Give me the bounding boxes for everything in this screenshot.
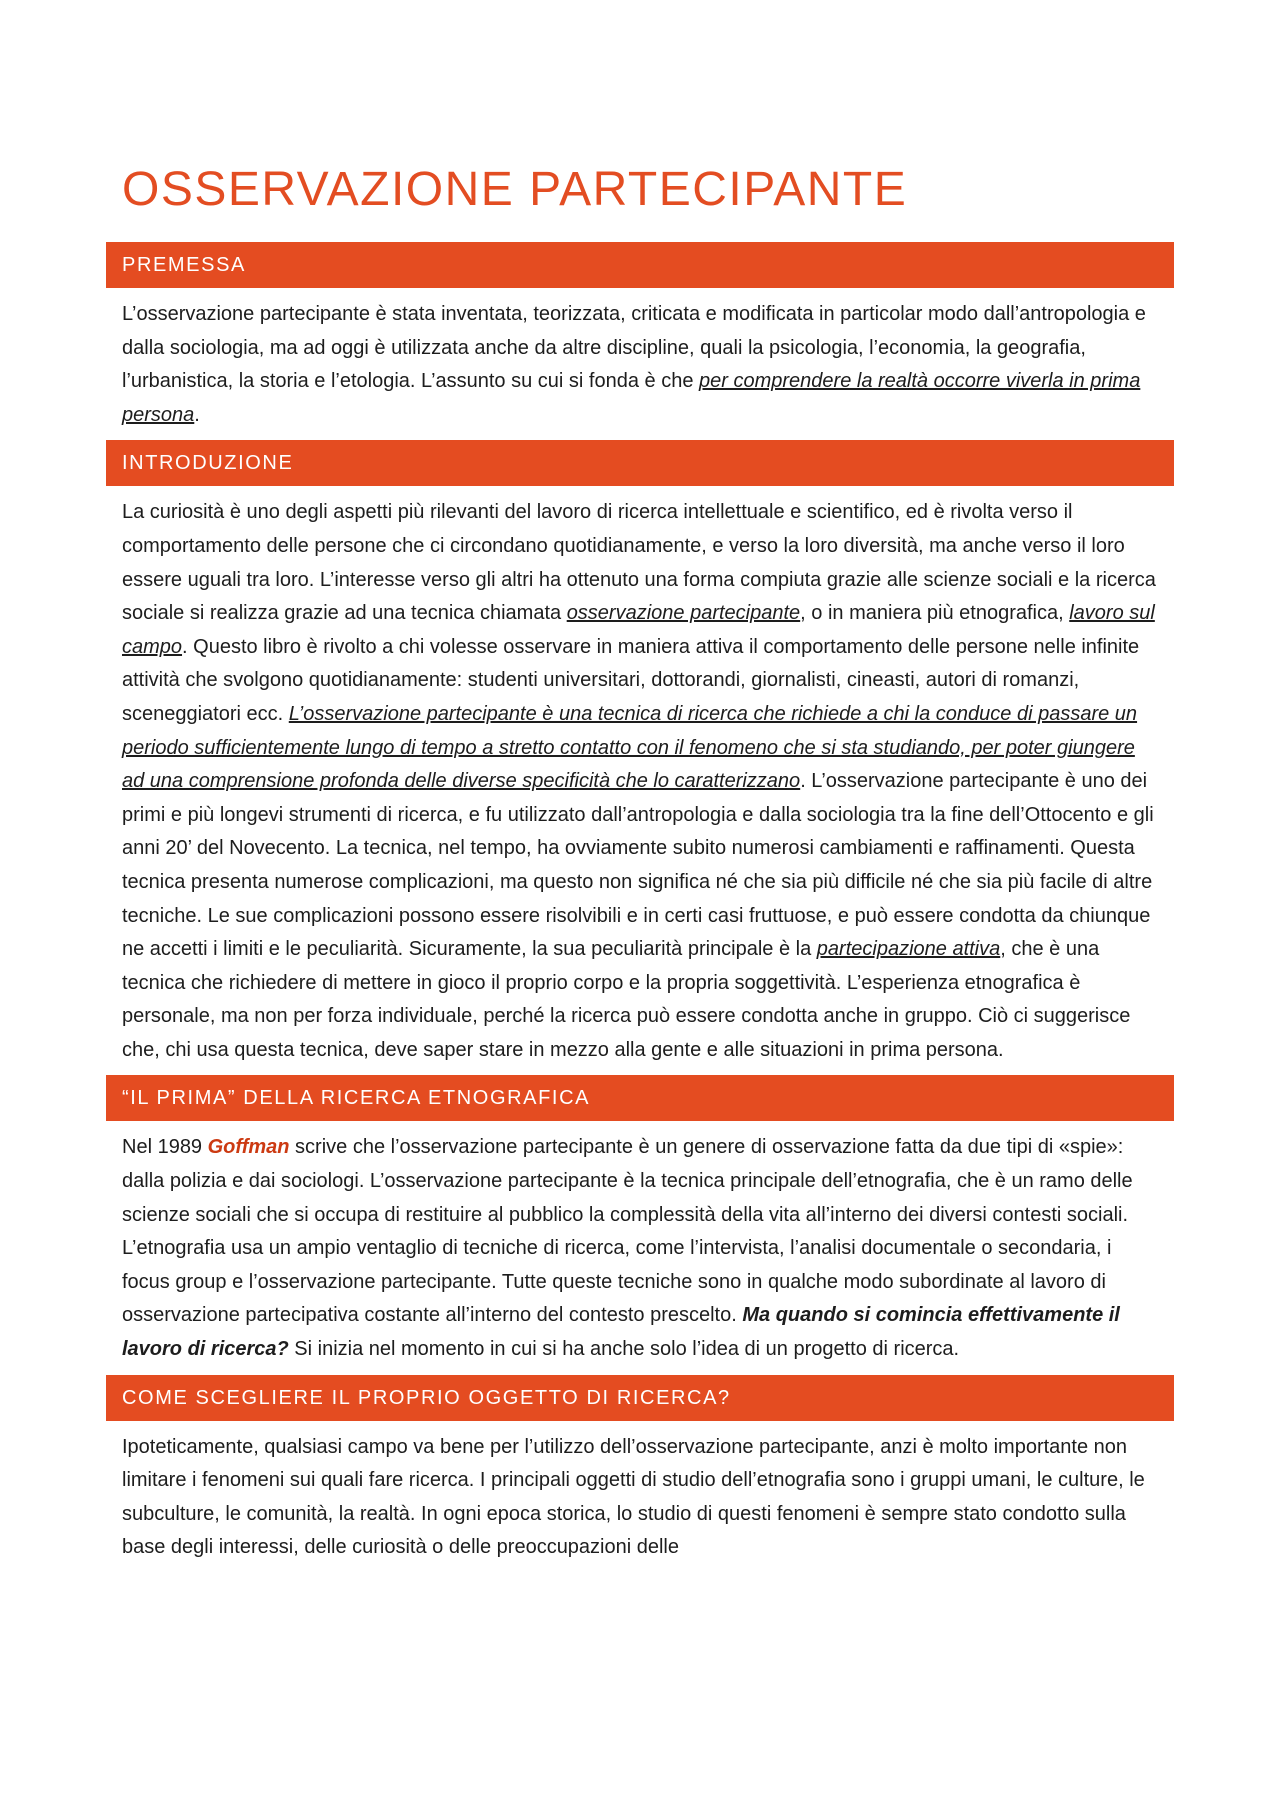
text-run: , o in maniera più etnografica, <box>800 602 1070 625</box>
paragraph-introduzione <box>122 496 1162 1067</box>
highlighted-name: Goffman <box>207 1136 290 1159</box>
bold-question: Ma quando si comincia effettivamente il lavoro di ricerca? <box>122 1304 1120 1361</box>
text-run: La curiosità è uno degli aspetti più rilevanti del lavoro di ricerca intellettuale e scientifico, ed è rivolta verso il comportamento delle persone che ci circondano quotidianamente, e verso la loro diversità, ma anche verso il loro essere uguali tra loro. L’interesse verso gli altri ha ottenuto una forma compiuta grazie alle scienze sociali e la ricerca sociale si realizza grazie ad una tecnica chiamata <box>122 501 1156 625</box>
paragraph-premessa <box>122 298 1162 432</box>
emphasis-underlined: osservazione partecipante <box>566 602 801 625</box>
text-run: Nel 1989 <box>122 1136 208 1159</box>
emphasis-underlined: L’osservazione partecipante è una tecnica di ricerca che richiede a chi la conduce di passare un periodo sufficientemente lungo di tempo a stretto contatto con il fenomeno che si sta studiando, per poter giungere ad una comprensione profonda delle diverse specificità che lo caratterizzano <box>122 702 1138 793</box>
paragraph-oggetto: Ipoteticamente, qualsiasi campo va bene per l’utilizzo dell’osservazione partecipante, anzi è molto importante non limitare i fenomeni sui quali fare ricerca. I principali oggetti di studio dell’etnografia sono i gruppi umani, le culture, le subculture, le comunità, la realtà. In ogni epoca storica, lo studio di questi fenomeni è sempre stato condotto sulla base degli interessi, delle curiosità o delle preoccupazioni delle <box>122 1435 1145 1559</box>
text-run: Si inizia nel momento in cui si ha anche solo l’idea di un progetto di ricerca. <box>288 1338 960 1361</box>
emphasis-underlined: per comprendere la realtà occorre viverla in prima persona <box>122 370 1141 426</box>
section-heading-introduzione: INTRODUZIONE <box>106 440 1174 486</box>
text-run: L’osservazione partecipante è stata inventata, teorizzata, criticata e modificata in particolar modo dall’antropologia e dalla sociologia, ma ad oggi è utilizzata anche da altre discipline, quali la psicologia, l’economia, la geografia, l’urbanistica, la storia e l’etologia. L’assunto su cui si fonda è che <box>122 303 1146 393</box>
emphasis-underlined: lavoro sul campo <box>122 602 1155 658</box>
emphasis-underlined: partecipazione attiva <box>816 938 1001 961</box>
text-run: . Questo libro è rivolto a chi volesse osservare in maniera attiva il comportamento delle persone nelle infinite attività che svolgono quotidianamente: studenti universitari, dottorandi, giornalisti, cineasti, autori di romanzi, sceneggiatori ecc. <box>122 635 1140 725</box>
section-heading-prima: “IL PRIMA” DELLA RICERCA ETNOGRAFICA <box>106 1075 1174 1121</box>
document-title: OSSERVAZIONE PARTECIPANTE <box>122 163 908 216</box>
paragraph-prima <box>122 1131 1162 1366</box>
section-heading-premessa: PREMESSA <box>106 242 1174 288</box>
text-run: , che è una tecnica che richiedere di mettere in gioco il proprio corpo e la propria soggettività. L’esperienza etnografica è personale, ma non per forza individuale, perché la ricerca può essere condotta anche in gruppo. Ciò ci suggerisce che, chi usa questa tecnica, deve saper stare in mezzo alla gente e alle situazioni in prima persona. <box>122 938 1131 1061</box>
text-run: scrive che l’osservazione partecipante è un genere di osservazione fatta da due tipi di «spie»: dalla polizia e dai sociologi. L’osservazione partecipante è la tecnica principale dell’etnografia, che è un ramo delle scienze sociali che si occupa di restituire al pubblico la complessità della vita all’interno dei diversi contesti sociali. L’etnografia usa un ampio ventaglio di tecniche di ricerca, come l’intervista, l’analisi documentale o secondaria, i focus group e l’osservazione partecipante. Tutte queste tecniche sono in qualche modo subordinate al lavoro di osservazione partecipativa costante all’interno del contesto prescelto. <box>122 1136 1133 1327</box>
text-run: . <box>194 403 200 426</box>
section-heading-oggetto: COME SCEGLIERE IL PROPRIO OGGETTO DI RICERCA? <box>106 1375 1174 1421</box>
text-run: . L’osservazione partecipante è uno dei primi e più longevi strumenti di ricerca, e fu utilizzato dall’antropologia e dalla sociologia tra la fine dell’Ottocento e gli anni 20’ del Novecento. La tecnica, nel tempo, ha ovviamente subito numerosi cambiamenti e raffinamenti. Questa tecnica presenta numerose complicazioni, ma questo non significa né che sia più difficile né che sia più facile di altre tecniche. Le sue complicazioni possono essere risolvibili e in certi casi fruttuose, e può essere condotta da chiunque ne accetti i limiti e le peculiarità. Sicuramente, la sua peculiarità principale è la <box>122 770 1154 961</box>
